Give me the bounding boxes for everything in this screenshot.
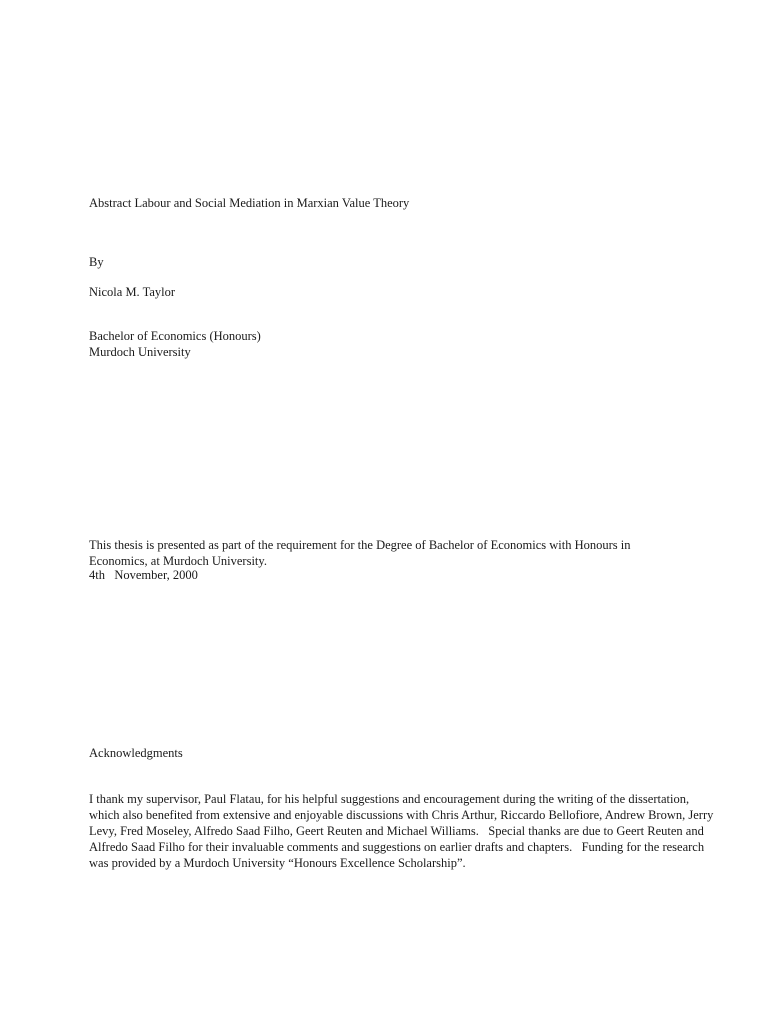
degree-name: Bachelor of Economics (Honours) — [89, 329, 261, 343]
university-name: Murdoch University — [89, 345, 191, 359]
submission-date: 4th November, 2000 — [89, 568, 198, 582]
by-label: By — [89, 255, 104, 269]
acknowledgments-text: I thank my supervisor, Paul Flatau, for his helpful suggestions and encouragement during the writing of the dissertation, which also benefited from extensive and enjoyable discussions with Chris Arthur, Riccardo Bellofiore, Andrew Brown, Jerry Levy, Fred Moseley, Alfredo Saad Filho, Geert Reuten and Michael Williams. Special thanks are due to Geert Reuten and Alfredo Saad Filho for their invaluable comments and suggestions on earlier drafts and chapters. Funding for the research was provided by a Murdoch University “Honours Excellence Scholarship”. — [89, 792, 717, 870]
thesis-title: Abstract Labour and Social Mediation in Marxian Value Theory — [89, 196, 410, 210]
author-name: Nicola M. Taylor — [89, 285, 176, 299]
acknowledgments-heading: Acknowledgments — [89, 746, 183, 760]
thesis-statement: This thesis is presented as part of the requirement for the Degree of Bachelor of Economics with Honours in Economics, at Murdoch University. — [89, 538, 634, 568]
